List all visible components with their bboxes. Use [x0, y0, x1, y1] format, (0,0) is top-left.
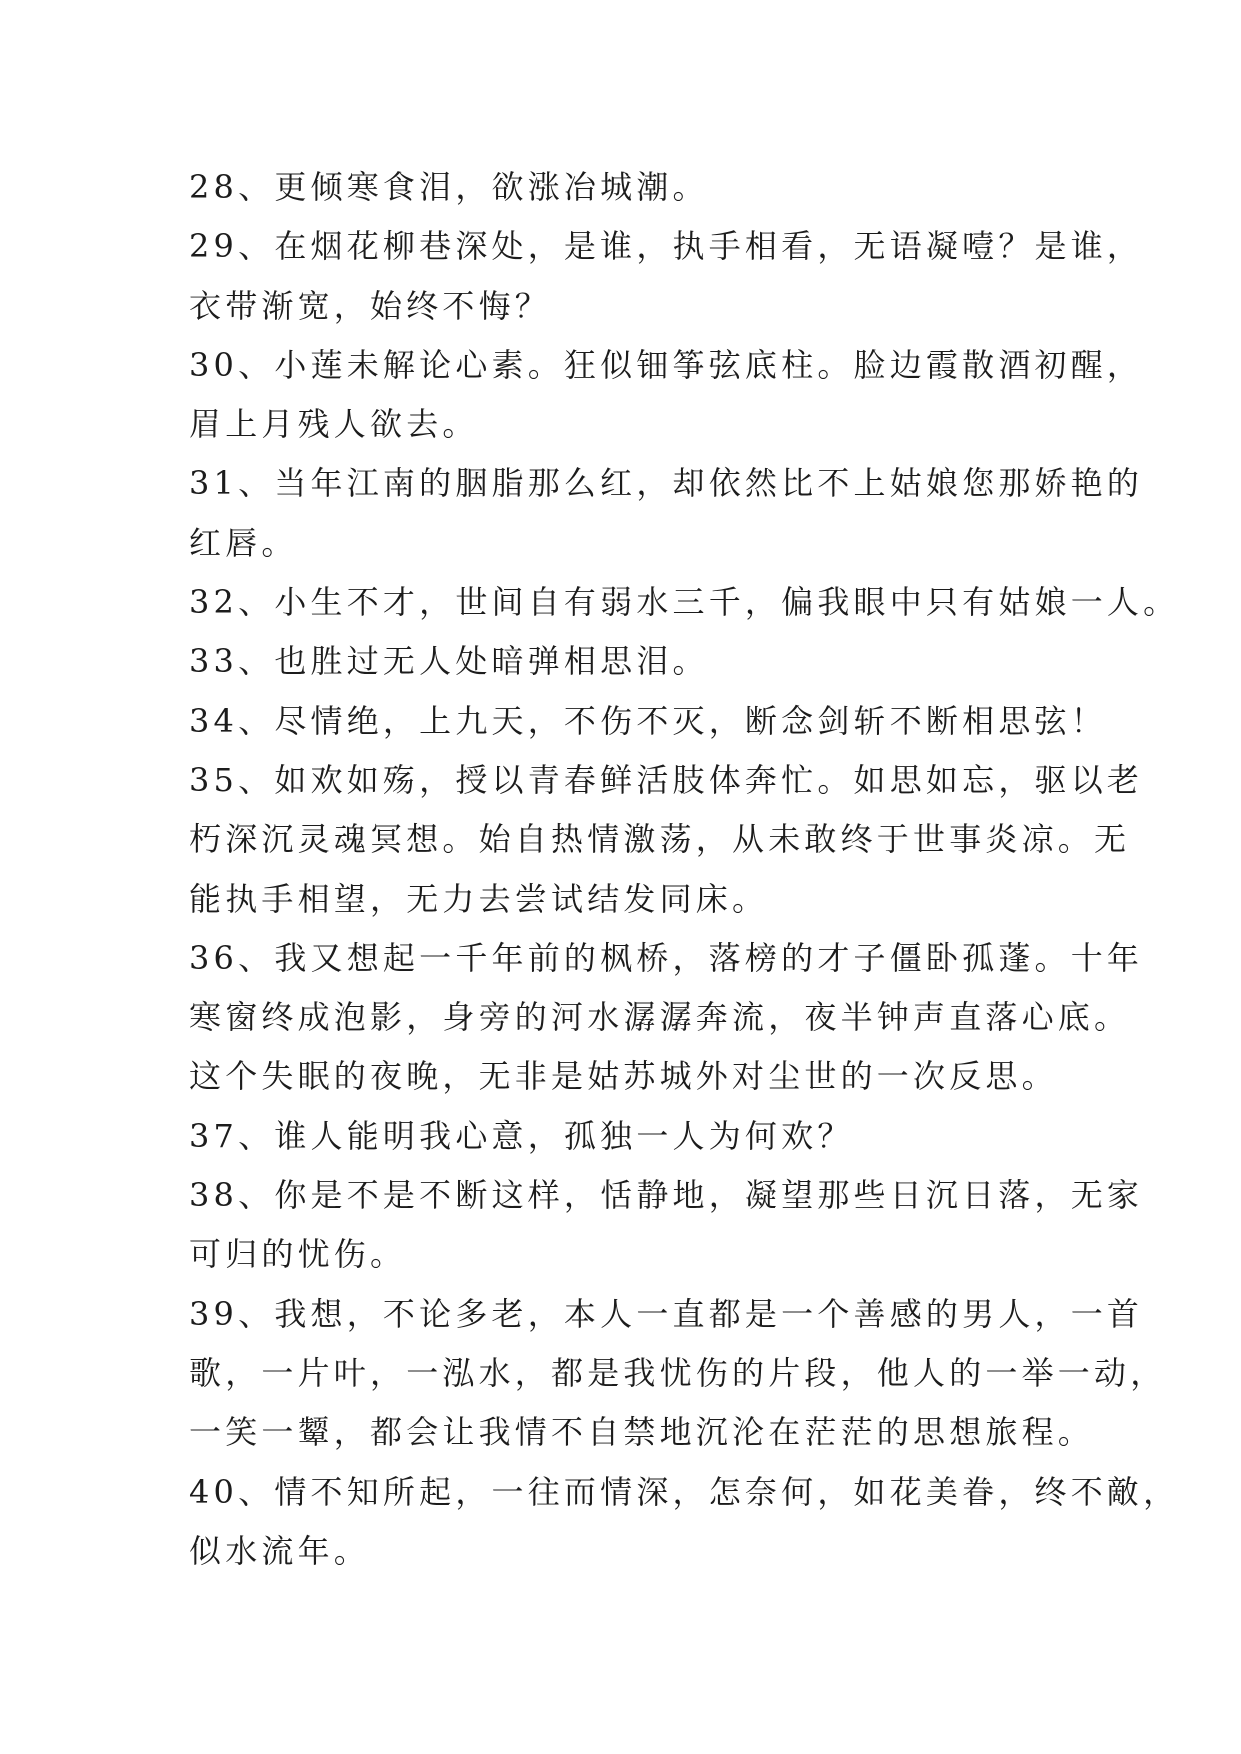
- text-line: 这个失眠的夜晚，无非是姑苏城外对尘世的一次反思。: [189, 1057, 1058, 1096]
- text-line: 可归的忧伤。: [189, 1235, 407, 1274]
- text-line: 29、在烟花柳巷深处，是谁，执手相看，无语凝噎？是谁，: [189, 227, 1144, 266]
- text-line: 寒窗终成泡影，身旁的河水潺潺奔流，夜半钟声直落心底。: [189, 998, 1131, 1037]
- text-line: 歌，一片叶，一泓水，都是我忧伤的片段，他人的一举一动，: [189, 1353, 1167, 1392]
- text-line: 39、我想，不论多老，本人一直都是一个善感的男人，一首: [189, 1294, 1144, 1333]
- document-body: [189, 158, 1180, 1581]
- text-line: 朽深沉灵魂冥想。始自热情激荡，从未敢终于世事炎凉。无: [189, 820, 1131, 859]
- text-line: 40、情不知所起，一往而情深，怎奈何，如花美眷，终不敵，: [189, 1472, 1180, 1511]
- text-line: 能执手相望，无力去尝试结发同床。: [189, 879, 769, 918]
- text-line: 33、也胜过无人处暗弹相思泪。: [189, 642, 709, 681]
- text-line: 31、当年江南的胭脂那么红，却依然比不上姑娘您那娇艳的: [189, 464, 1144, 503]
- text-line: 32、小生不才，世间自有弱水三千，偏我眼中只有姑娘一人。: [189, 583, 1180, 622]
- text-line: 眉上月残人欲去。: [189, 405, 479, 444]
- text-line: 36、我又想起一千年前的枫桥，落榜的才子僵卧孤蓬。十年: [189, 938, 1144, 977]
- text-line: 34、尽情绝，上九天，不伤不灭，断念剑斩不断相思弦！: [189, 701, 1107, 740]
- text-line: 38、你是不是不断这样，恬静地，凝望那些日沉日落，无家: [189, 1176, 1144, 1215]
- text-line: 35、如欢如殇，授以青春鲜活肢体奔忙。如思如忘，驱以老: [189, 760, 1144, 799]
- text-line: 37、谁人能明我心意，孤独一人为何欢？: [189, 1116, 854, 1155]
- text-line: 28、更倾寒食泪，欲涨冶城潮。: [189, 168, 709, 206]
- text-line: 衣带渐宽，始终不悔？: [189, 286, 552, 325]
- text-line: 一笑一颦，都会让我情不自禁地沉沦在茫茫的思想旅程。: [189, 1413, 1095, 1452]
- text-line: 红唇。: [189, 523, 298, 562]
- text-line: 似水流年。: [189, 1531, 371, 1570]
- text-line: 30、小莲未解论心素。狂似钿筝弦底柱。脸边霞散酒初醒，: [189, 345, 1144, 384]
